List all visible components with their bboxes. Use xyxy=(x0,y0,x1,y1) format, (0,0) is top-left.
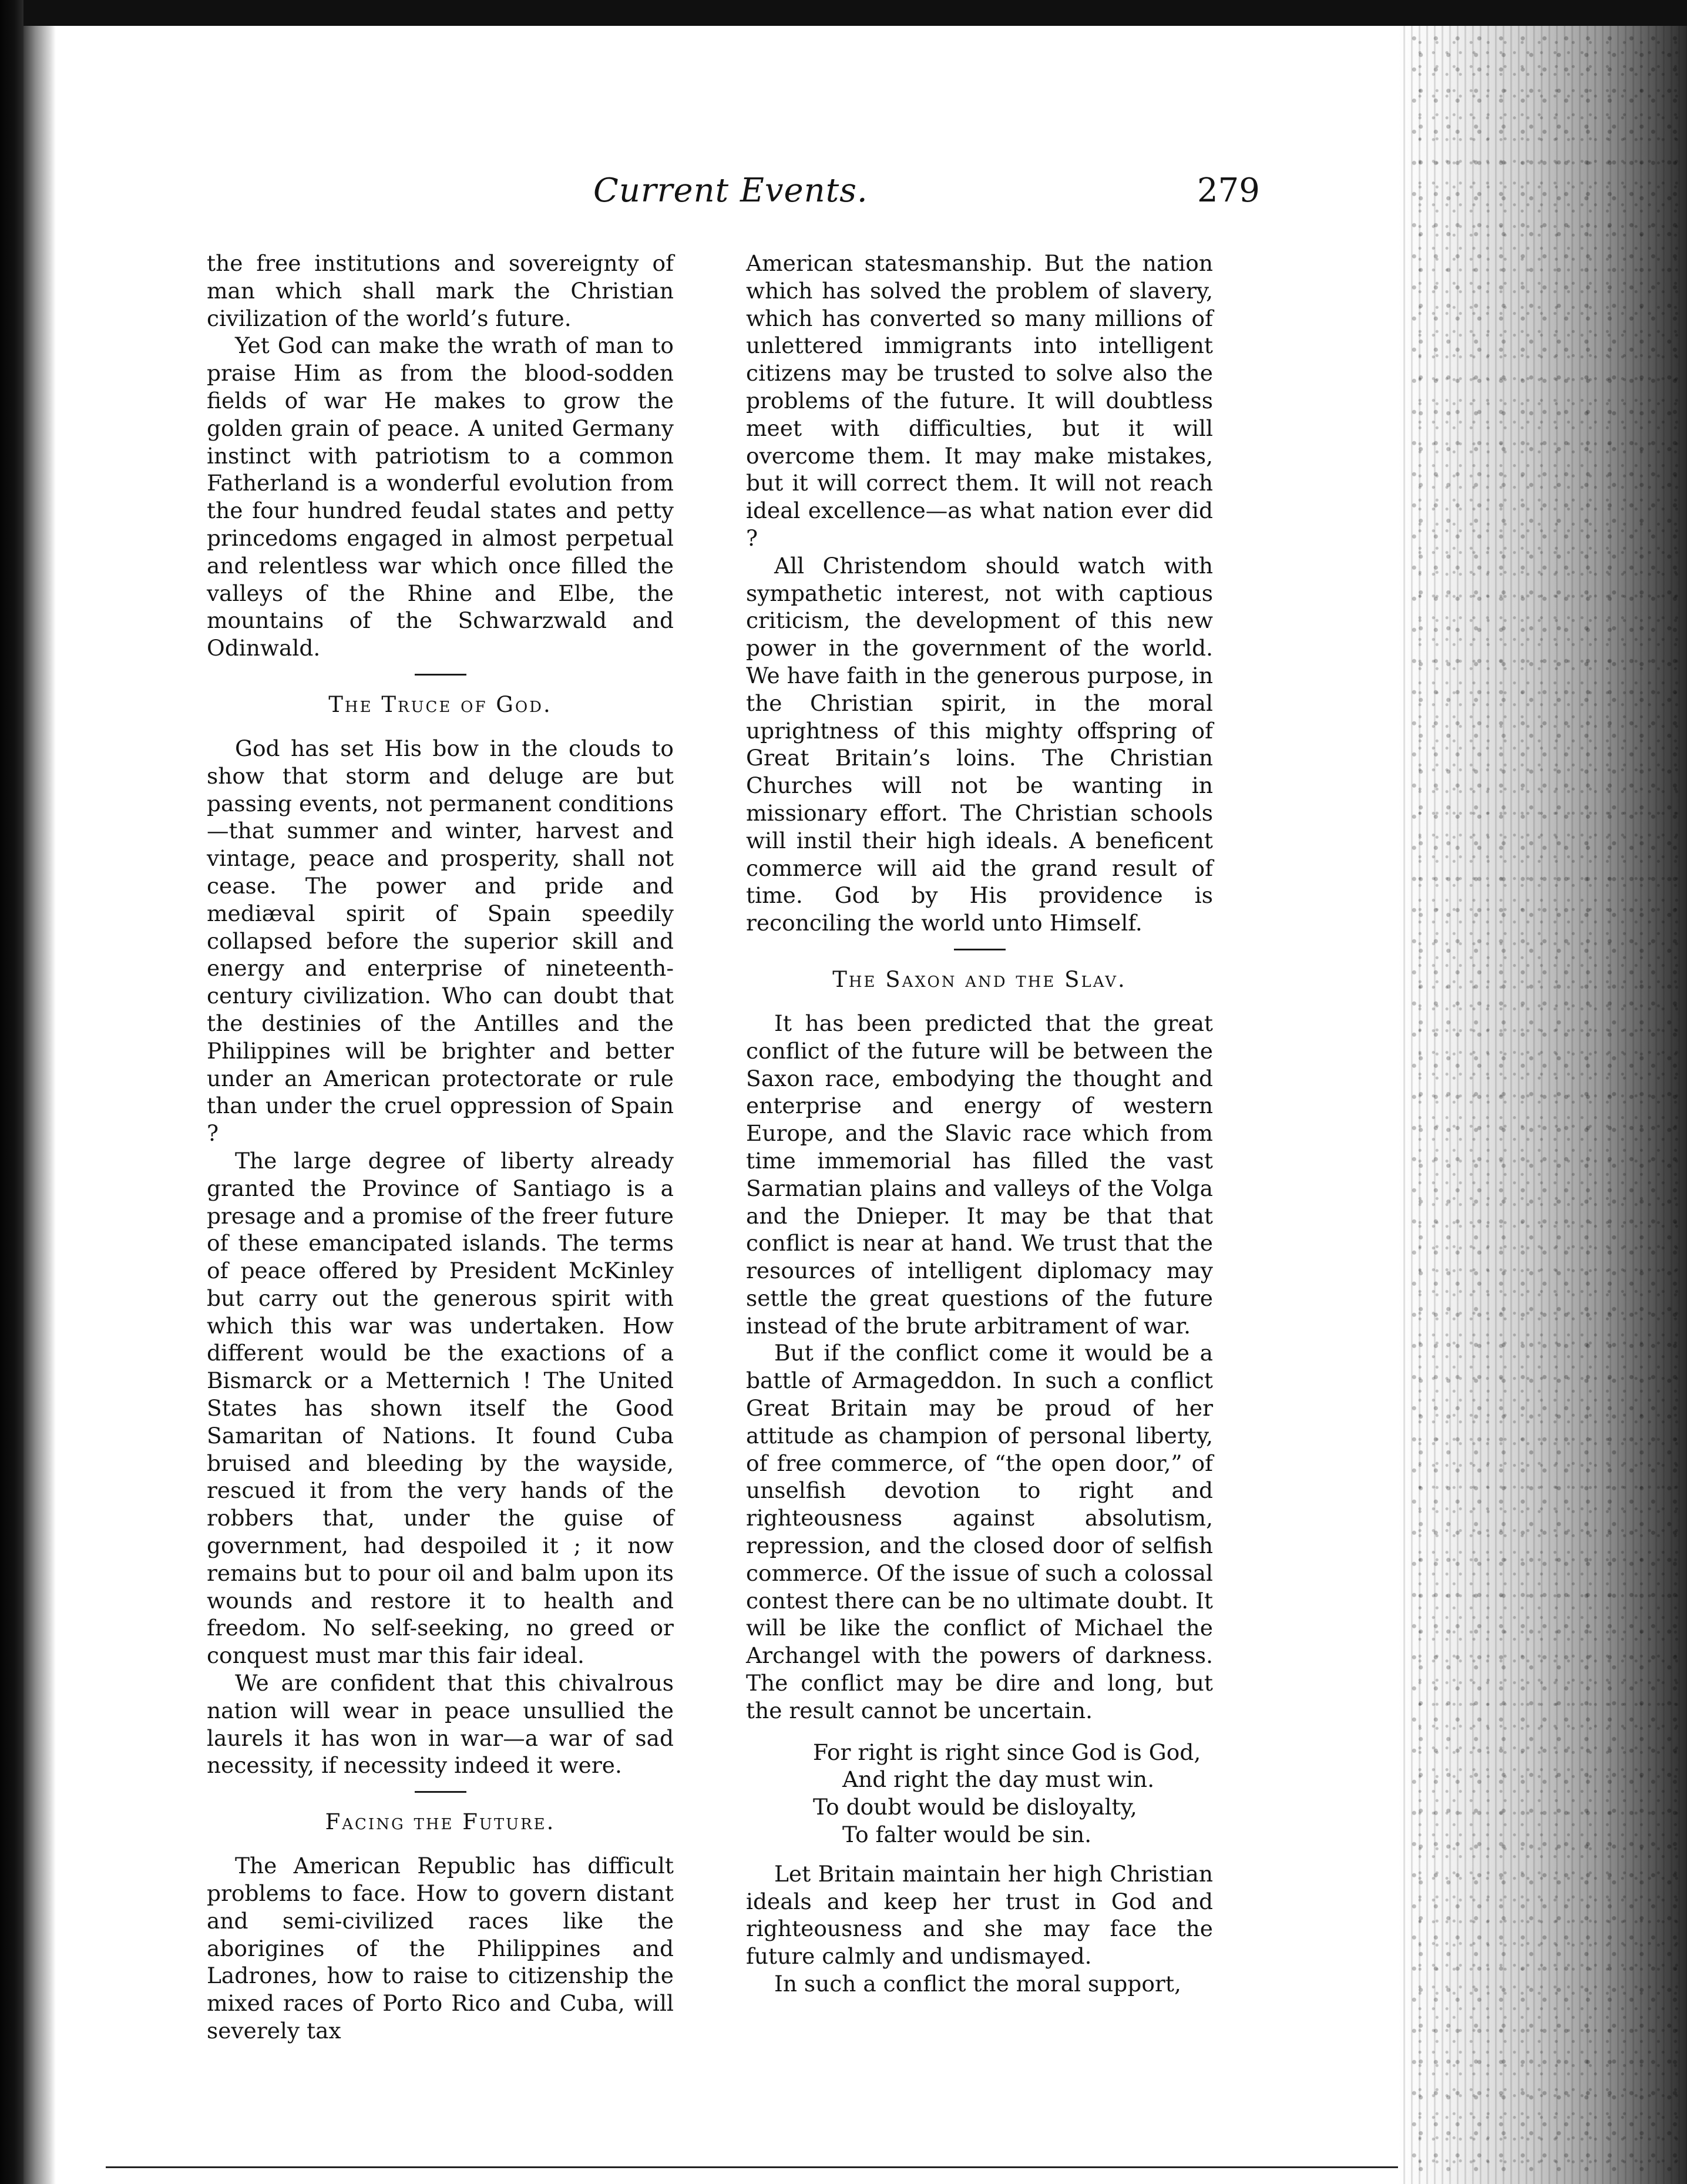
section-heading-facing-the-future: Facing the Future. xyxy=(325,1809,556,1835)
verse-line: And right the day must win. xyxy=(842,1766,1155,1793)
paragraph: It has been predicted that the great conflict of the future will be between the Saxon race, embodying the thought and enterprise and energy of western Europe, and the Slavic race which from time immemorial has filled the vast Sarmatian plains and valleys of the Volga and the Dnieper. It may be that that conflict is near at hand. We trust that the resources of intelligent diplomacy may settle the great questions of the future instead of the brute arbitrament of war. xyxy=(746,1010,1213,1339)
section-divider xyxy=(954,949,1006,950)
paragraph: All Christendom should watch with sympathetic interest, not with captious criticism, the development of this new power in the government of the world. We have faith in the generous purpose, in the Christian spirit, in the moral uprightness of this mighty offspring of Great Britain’s loins. The Christian Churches will not be wanting in missionary effort. The Christian schools will instil their high ideals. A beneficent commerce will aid the grand result of time. God by His providence is reconciling the world unto Himself. xyxy=(746,552,1213,936)
running-title: Current Events. xyxy=(593,172,868,210)
paragraph: In such a conflict the moral support, xyxy=(774,1971,1181,1997)
section-divider xyxy=(415,674,466,676)
left-column xyxy=(207,250,674,2045)
paragraph: The large degree of liberty already granted the Province of Santiago is a presage and a promise of the freer future of these emancipated islands. The terms of peace offered by President McKinley but carry out the generous spirit with which this war was undertaken. How different would be the exactions of a Bismarck or a Metternich ! The United States has shown itself the Good Samaritan of Nations. It found Cuba bruised and bleeding by the wayside, rescued it from the very hands of the robbers that, under the guise of government, had despoiled it ; it now remains but to pour oil and balm upon its wounds and restore it to health and freedom. No self-seeking, no greed or conquest must mar this fair ideal. xyxy=(207,1147,674,1669)
page-number: 279 xyxy=(1197,172,1260,210)
scan-page-edge-speckle xyxy=(1410,35,1686,2173)
verse-line: To falter would be sin. xyxy=(842,1822,1092,1848)
section-divider xyxy=(415,1791,466,1793)
paragraph: We are confident that this chivalrous nation will wear in peace unsullied the laurels it has won in war—a war of sad necessity, if necessity indeed it were. xyxy=(207,1670,674,1779)
section-heading-truce-of-god: The Truce of God. xyxy=(328,691,552,717)
right-column xyxy=(746,250,1213,1998)
verse-line: To doubt would be disloyalty, xyxy=(813,1794,1137,1820)
paragraph: God has set His bow in the clouds to show that storm and deluge are but passing events, not permanent conditions—that summer and winter, harvest and vintage, peace and prosperity, shall not cease. The power and pride and mediæval spirit of Spain speedily collapsed before the superior skill and energy and enterprise of nineteenth-century civilization. Who can doubt that the destinies of the Antilles and the Philippines will be brighter and better under an American protectorate or rule than under the cruel oppression of Spain ? xyxy=(207,735,674,1147)
paragraph: Let Britain maintain her high Christian ideals and keep her trust in God and righteousness and she may face the future calmly and undismayed. xyxy=(746,1860,1213,1970)
paragraph: the free institutions and sovereignty of man which shall mark the Christian civilization of the world’s future. xyxy=(207,250,674,331)
scan-left-border xyxy=(0,0,23,2184)
verse-line: For right is right since God is God, xyxy=(813,1739,1201,1765)
paragraph: Yet God can make the wrath of man to praise Him as from the blood-sodden fields of war He makes to grow the golden grain of peace. A united Germany instinct with patriotism to a common Fatherland is a wonderful evolution from the four hundred feudal states and petty princedoms engaged in almost perpetual and relentless war which once filled the valleys of the Rhine and Elbe, the mountains of the Schwarzwald and Odinwald. xyxy=(207,332,674,661)
paragraph: American statesmanship. But the nation which has solved the problem of slavery, which has converted so many millions of unlettered immigrants into intelligent citizens may be trusted to solve also the problems of the future. It will doubtless meet with difficulties, but it will overcome them. It may make mistakes, but it will correct them. It will not reach ideal excellence—as what nation ever did ? xyxy=(746,250,1213,551)
paragraph: The American Republic has difficult problems to face. How to govern distant and semi-civilized races like the aborigines of the Philippines and Ladrones, how to raise to citizenship the mixed races of Porto Rico and Cuba, will severely tax xyxy=(207,1853,674,2044)
scan-bottom-line xyxy=(106,2166,1398,2168)
scan-gutter-shadow xyxy=(23,26,56,2184)
scan-top-border xyxy=(0,0,1687,26)
paragraph: But if the conflict come it would be a battle of Armageddon. In such a conflict Great Britain may be proud of her attitude as champion of personal liberty, of free commerce, of “the open door,” of unselfish devotion to right and righteousness against absolutism, repression, and the closed door of selfish commerce. Of the issue of such a colossal contest there can be no ultimate doubt. It will be like the conflict of Michael the Archangel with the powers of darkness. The conflict may be dire and long, but the result cannot be uncertain. xyxy=(746,1340,1213,1723)
section-heading-saxon-and-slav: The Saxon and the Slav. xyxy=(832,966,1127,992)
verse-quotation xyxy=(746,1739,1213,1849)
